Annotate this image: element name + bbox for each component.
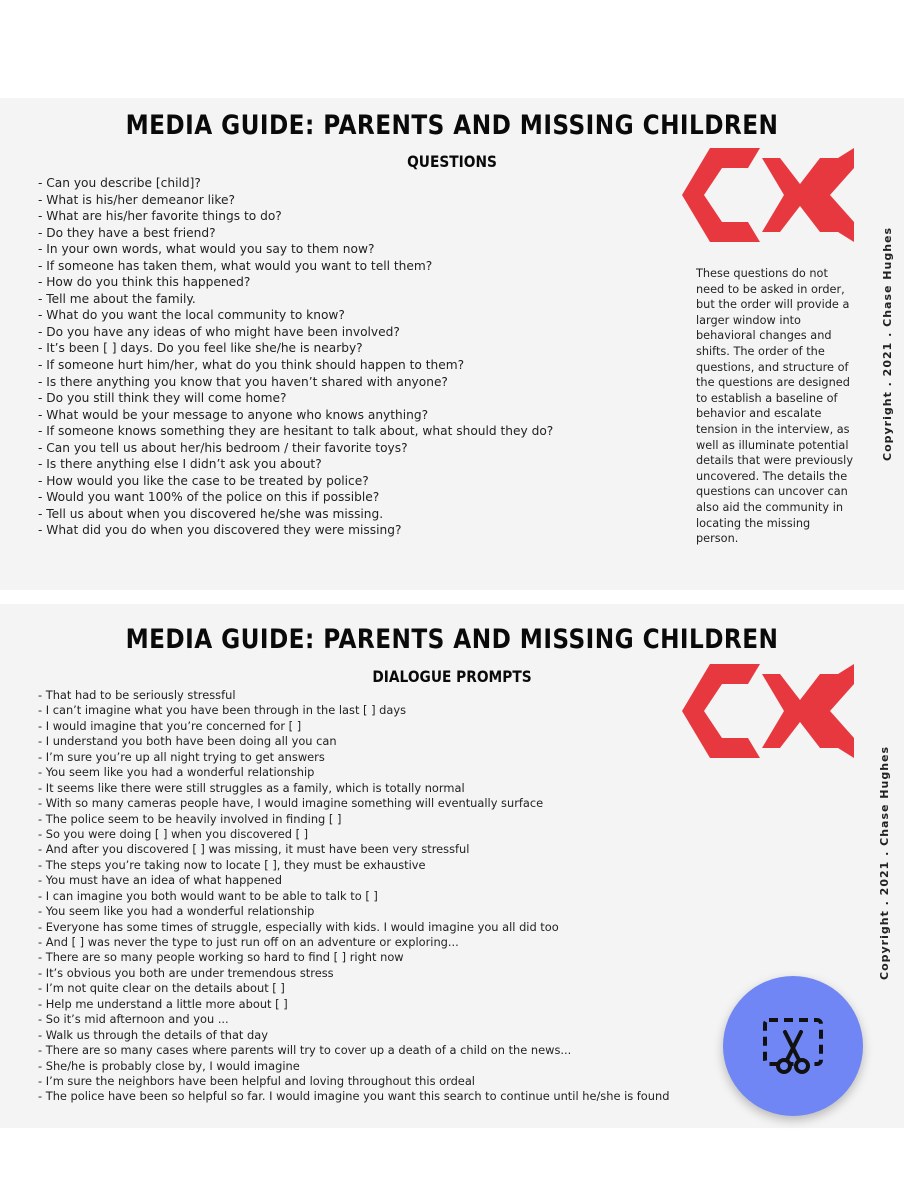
list-item: - The police have been so helpful so far. I would imagine you want this search to continue until he/she is found — [38, 1089, 670, 1104]
section-subtitle: DIALOGUE PROMPTS — [372, 667, 532, 686]
list-item: - Tell me about the family. — [38, 291, 196, 306]
list-item: - Walk us through the details of that day — [38, 1027, 268, 1042]
list-item: - If someone hurt him/her, what do you think should happen to them? — [38, 358, 465, 373]
instructions-note: These questions do not need to be asked in order, but the order will provide a larger window into behavioral changes and shifts. The order of the questions, and structure of the questions are designed to establish a baseline of behavior and escalate tension in the interview, as well as illuminate potential details that were previously uncovered. The details the questions can uncover can also aid the community in locating the missing person. — [696, 267, 854, 546]
ch-logo-icon — [682, 148, 854, 242]
list-item: - So it’s mid afternoon and you ... — [38, 1012, 229, 1027]
list-item: - Is there anything else I didn’t ask you about? — [38, 457, 322, 472]
list-item: - I would imagine that you’re concerned for [ ] — [38, 718, 302, 733]
screenshot-capture-button[interactable] — [723, 976, 863, 1116]
list-item: - If someone has taken them, what would you want to tell them? — [38, 258, 433, 273]
list-item: - It’s been [ ] days. Do you feel like she/he is nearby? — [38, 341, 363, 356]
list-item: - With so many cameras people have, I would imagine something will eventually surface — [38, 796, 544, 811]
list-item: - And [ ] was never the type to just run off on an adventure or exploring... — [38, 935, 459, 949]
list-item: - Can you tell us about her/his bedroom / their favorite toys? — [38, 440, 408, 455]
page-questions — [0, 98, 904, 590]
list-item: - I understand you both have been doing all you can — [38, 734, 337, 749]
list-item: - It seems like there were still struggles as a family, which is totally normal — [38, 780, 465, 795]
list-item: - And after you discovered [ ] was missing, it must have been very stressful — [38, 842, 470, 857]
section-subtitle: QUESTIONS — [407, 152, 497, 171]
list-item: - That had to be seriously stressful — [38, 688, 236, 702]
list-item: - I’m sure you’re up all night trying to get answers — [38, 749, 325, 764]
questions-list — [38, 175, 553, 539]
list-item: - The steps you’re taking now to locate [ ], they must be exhaustive — [38, 857, 426, 872]
list-item: - Tell us about when you discovered he/she was missing. — [38, 506, 384, 521]
list-item: - Can you describe [child]? — [38, 176, 201, 190]
list-item: - What are his/her favorite things to do? — [38, 209, 282, 224]
page-title: MEDIA GUIDE: PARENTS AND MISSING CHILDREN — [125, 624, 779, 655]
list-item: - There are so many cases where parents will try to cover up a death of a child on the news... — [38, 1043, 572, 1058]
prompts-list — [38, 688, 669, 1105]
list-item: - What would be your message to anyone who knows anything? — [38, 407, 429, 422]
list-item: - In your own words, what would you say to them now? — [38, 242, 375, 257]
list-item: - Do you still think they will come home? — [38, 391, 287, 406]
list-item: - I’m sure the neighbors have been helpful and loving throughout this ordeal — [38, 1073, 475, 1088]
copyright-text: Copyright . 2021 . Chase Hughes — [881, 226, 894, 461]
list-item: - Is there anything you know that you haven’t shared with anyone? — [38, 374, 448, 389]
list-item: - What is his/her demeanor like? — [38, 192, 235, 207]
list-item: - You seem like you had a wonderful relationship — [38, 904, 315, 919]
screenshot-scissors-icon — [761, 1014, 825, 1078]
list-item: - How do you think this happened? — [38, 275, 251, 290]
list-item: - So you were doing [ ] when you discovered [ ] — [38, 826, 309, 841]
copyright-text: Copyright . 2021 . Chase Hughes — [878, 745, 891, 980]
list-item: - If someone knows something they are hesitant to talk about, what should they do? — [38, 424, 554, 439]
list-item: - How would you like the case to be treated by police? — [38, 473, 369, 488]
list-item: - The police seem to be heavily involved in finding [ ] — [38, 811, 342, 826]
list-item: - There are so many people working so hard to find [ ] right now — [38, 950, 404, 965]
list-item: - Help me understand a little more about [ ] — [38, 996, 288, 1011]
list-item: - She/he is probably close by, I would imagine — [38, 1058, 300, 1073]
list-item: - I can imagine you both would want to be able to talk to [ ] — [38, 888, 378, 903]
list-item: - What do you want the local community to know? — [38, 308, 345, 323]
list-item: - You seem like you had a wonderful relationship — [38, 765, 315, 780]
list-item: - Do they have a best friend? — [38, 225, 216, 240]
list-item: - Everyone has some times of struggle, especially with kids. I would imagine you all did too — [38, 919, 559, 934]
list-item: - Do you have any ideas of who might have been involved? — [38, 324, 400, 339]
ch-logo-icon — [682, 664, 854, 758]
page-title: MEDIA GUIDE: PARENTS AND MISSING CHILDREN — [125, 110, 779, 141]
list-item: - I’m not quite clear on the details about [ ] — [38, 981, 285, 996]
list-item: - What did you do when you discovered they were missing? — [38, 523, 402, 538]
list-item: - It’s obvious you both are under tremendous stress — [38, 965, 334, 980]
list-item: - Would you want 100% of the police on this if possible? — [38, 490, 380, 505]
list-item: - You must have an idea of what happened — [38, 873, 283, 888]
list-item: - I can’t imagine what you have been through in the last [ ] days — [38, 703, 407, 718]
